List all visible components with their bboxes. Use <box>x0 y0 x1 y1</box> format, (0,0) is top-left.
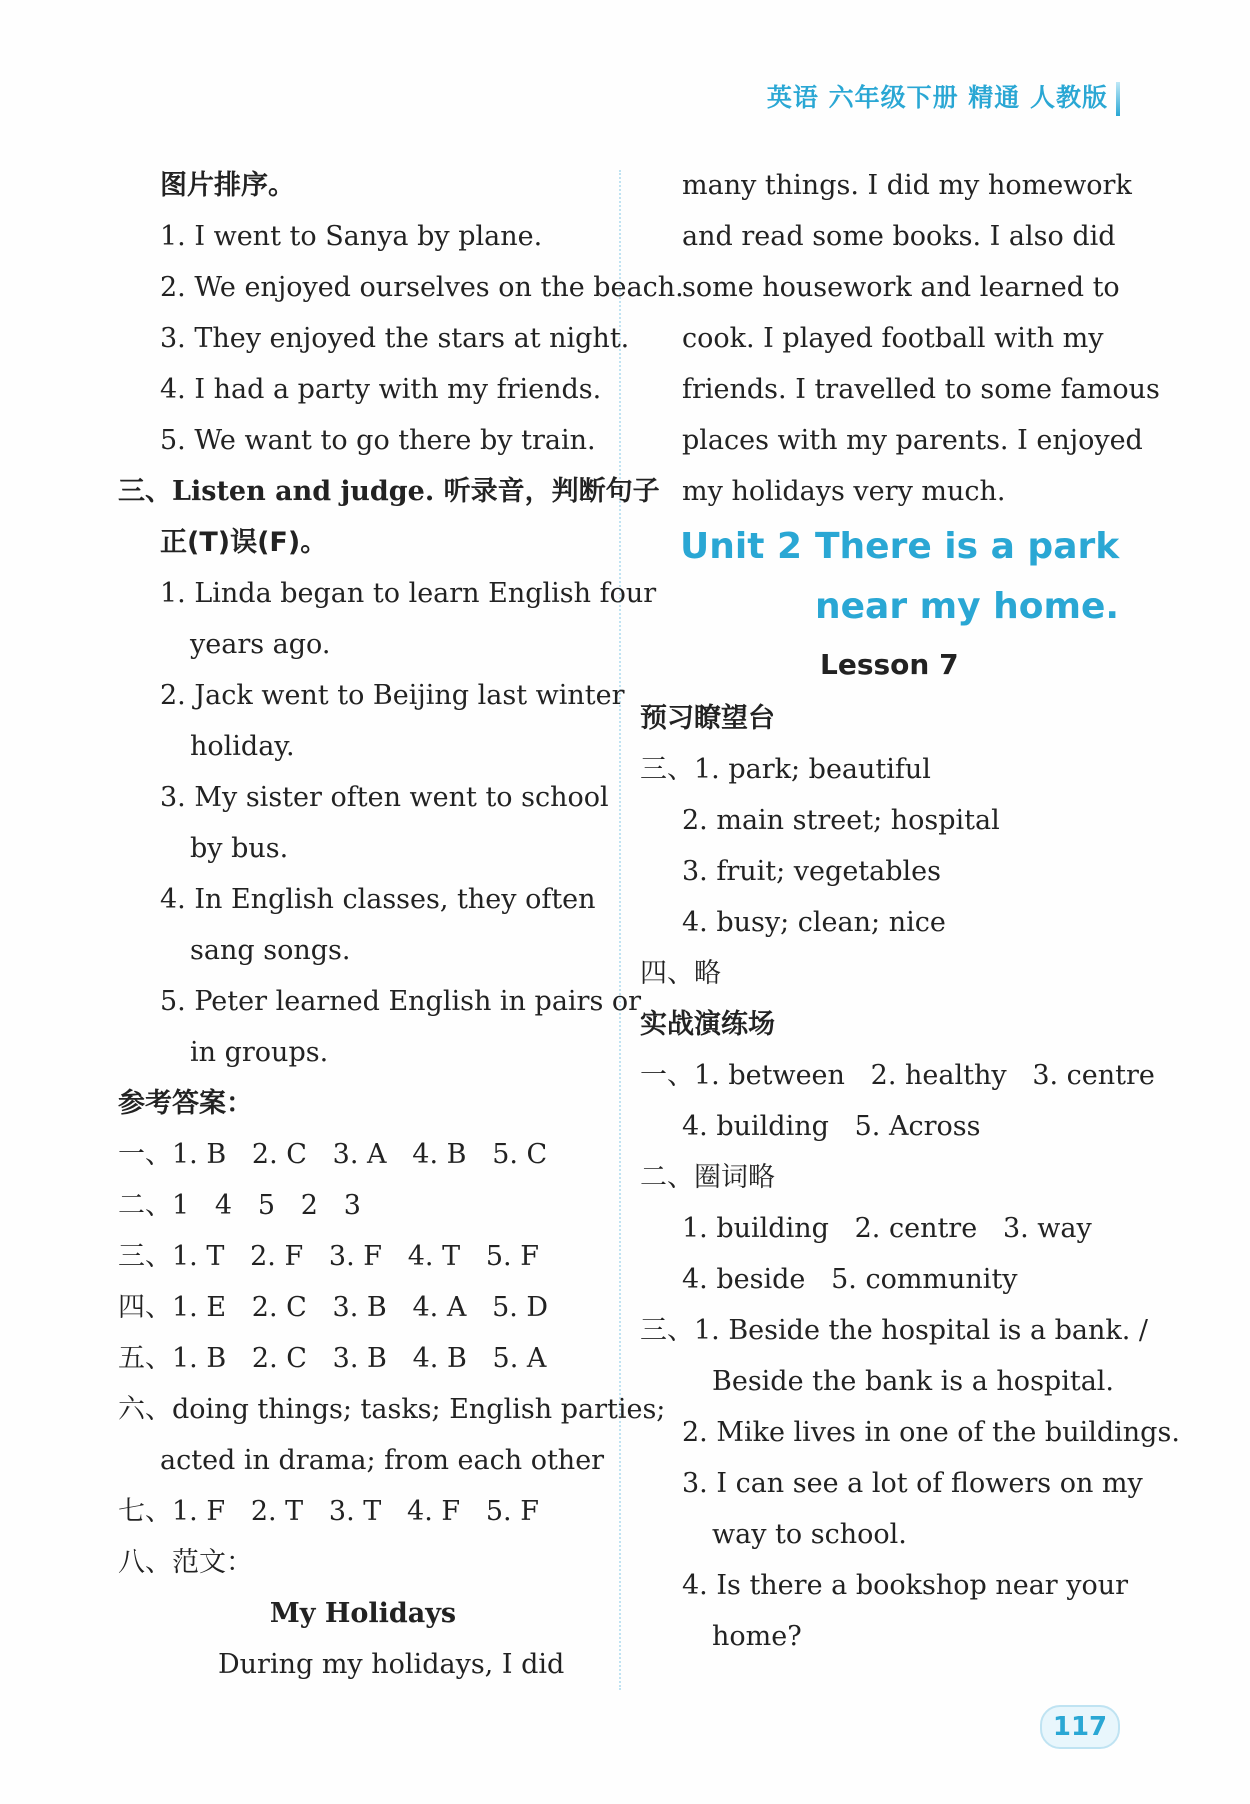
section-heading: 三、Listen and judge. 听录音，判断句子 <box>118 476 660 507</box>
answer-line: 三、1. park; beautiful <box>640 754 931 785</box>
section-heading: 预习瞭望台 <box>640 703 775 734</box>
page-number: 117 <box>1040 1705 1120 1749</box>
answer-line: 四、略 <box>640 958 721 989</box>
text-line: 4. In English classes, they often <box>160 884 596 915</box>
right-column <box>640 160 1180 1662</box>
answer-line: 一、1. B 2. C 3. A 4. B 5. C <box>118 1139 548 1170</box>
answer-line: 2. main street; hospital <box>682 805 1000 836</box>
answer-line: 三、1. T 2. F 3. F 4. T 5. F <box>118 1241 539 1272</box>
text-line: 2. Jack went to Beijing last winter <box>160 680 625 711</box>
answer-line: 2. Mike lives in one of the buildings. <box>682 1417 1180 1448</box>
essay-line: During my holidays, I did <box>218 1649 565 1680</box>
essay-line: friends. I travelled to some famous <box>682 374 1160 405</box>
answer-line: 三、1. Beside the hospital is a bank. / <box>640 1315 1149 1346</box>
essay-line: my holidays very much. <box>682 476 1006 507</box>
answer-line: 二、1 4 5 2 3 <box>118 1190 361 1221</box>
unit-title-line1: There is a park <box>815 526 1120 567</box>
answers-heading: 参考答案： <box>118 1088 253 1119</box>
text-line: 2. We enjoyed ourselves on the beach. <box>160 272 684 303</box>
lesson-title: Lesson 7 <box>820 648 959 681</box>
unit-title <box>640 517 1125 577</box>
text-line: 5. We want to go there by train. <box>160 425 596 456</box>
answer-line: 4. Is there a bookshop near your <box>682 1570 1129 1601</box>
text-line: years ago. <box>190 629 331 660</box>
answer-line: 一、1. between 2. healthy 3. centre <box>640 1060 1155 1091</box>
column-divider <box>619 170 621 1690</box>
text-line: 1. I went to Sanya by plane. <box>160 221 543 252</box>
answer-line: 六、doing things; tasks; English parties; <box>118 1394 666 1425</box>
answer-line: 4. busy; clean; nice <box>682 907 946 938</box>
text-line: holiday. <box>190 731 295 762</box>
text-line: by bus. <box>190 833 289 864</box>
unit-number: Unit 2 <box>680 526 802 567</box>
text-line: 图片排序。 <box>160 170 295 201</box>
section-heading-cont: 正(T)误(F)。 <box>160 527 328 558</box>
section-heading: 实战演练场 <box>640 1009 775 1040</box>
answer-line: 4. building 5. Across <box>682 1111 981 1142</box>
text-line: 4. I had a party with my friends. <box>160 374 602 405</box>
text-line: 5. Peter learned English in pairs or <box>160 986 642 1017</box>
answer-line: home? <box>712 1621 802 1652</box>
answer-line: way to school. <box>712 1519 907 1550</box>
essay-title: My Holidays <box>269 1598 457 1629</box>
answer-line: 3. I can see a lot of flowers on my <box>682 1468 1143 1499</box>
text-line: sang songs. <box>190 935 351 966</box>
answer-line: 八、范文： <box>118 1547 253 1578</box>
essay-line: some housework and learned to <box>682 272 1120 303</box>
answer-line: 1. building 2. centre 3. way <box>682 1213 1092 1244</box>
answer-line: 五、1. B 2. C 3. B 4. B 5. A <box>118 1343 547 1374</box>
answer-line: 二、圈词略 <box>640 1162 775 1193</box>
unit-title-line2: near my home. <box>815 586 1120 627</box>
essay-line: many things. I did my homework <box>682 170 1132 201</box>
answer-line: acted in drama; from each other <box>160 1445 605 1476</box>
header-text: 英语 六年级下册 精通 人教版 <box>766 83 1108 112</box>
text-line: 3. My sister often went to school <box>160 782 609 813</box>
essay-line: and read some books. I also did <box>682 221 1116 252</box>
essay-line: cook. I played football with my <box>682 323 1104 354</box>
header-bar-icon <box>1116 82 1120 116</box>
text-line: 3. They enjoyed the stars at night. <box>160 323 630 354</box>
answer-line: 四、1. E 2. C 3. B 4. A 5. D <box>118 1292 549 1323</box>
essay-line: places with my parents. I enjoyed <box>682 425 1143 456</box>
page-header <box>767 78 1120 116</box>
answer-line: Beside the bank is a hospital. <box>712 1366 1115 1397</box>
text-line: 1. Linda began to learn English four <box>160 578 657 609</box>
answer-line: 七、1. F 2. T 3. T 4. F 5. F <box>118 1496 539 1527</box>
answer-line: 3. fruit; vegetables <box>682 856 941 887</box>
text-line: in groups. <box>190 1037 329 1068</box>
answer-line: 4. beside 5. community <box>682 1264 1018 1295</box>
